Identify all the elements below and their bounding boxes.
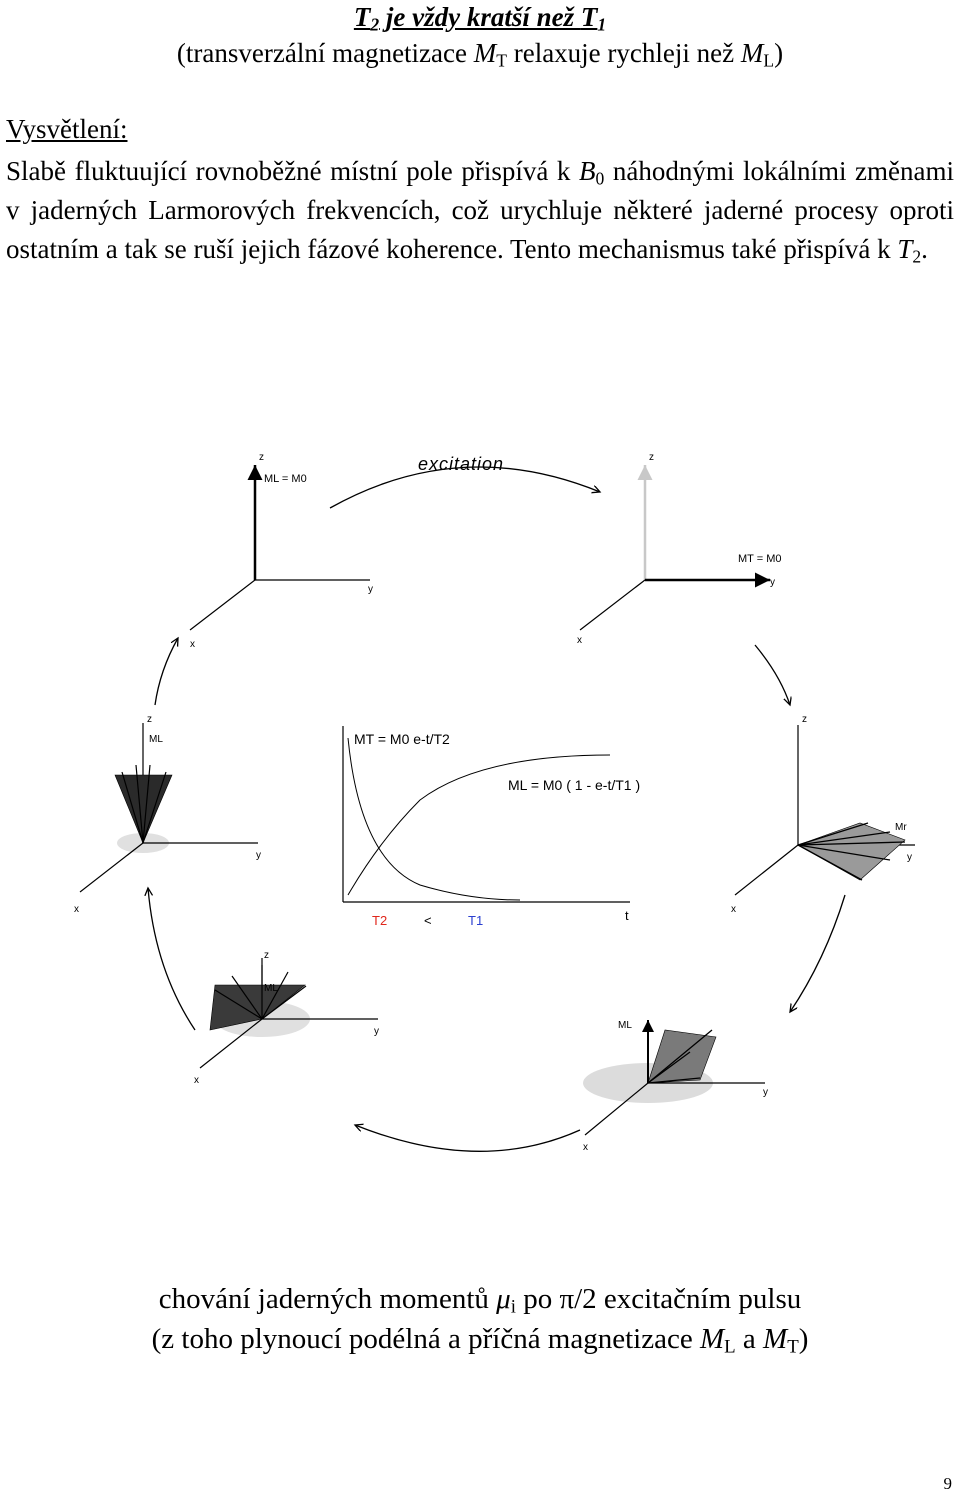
ml-formula: ML = M0 ( 1 - e-t/T1 ) [508, 777, 641, 793]
axis-x-label: x [731, 904, 736, 915]
axis-x-label: x [194, 1075, 199, 1086]
frame-equilibrium [190, 452, 373, 650]
caption-line-1: chování jaderných momentů $\mu_i$ po π/2 excitačním pulsu [158, 1283, 802, 1318]
cycle-arrows [148, 467, 845, 1151]
frame-recovery-early [583, 1020, 768, 1153]
frame-dephasing [731, 714, 915, 915]
page-title: $T_2$ je vždy kratší než $T_1$ [353, 2, 607, 35]
frame-excited [577, 452, 782, 646]
mr-label: Mr [895, 822, 907, 833]
axis-y-label: y [770, 577, 775, 588]
axis-y-label: y [256, 850, 261, 861]
caption-line-2: (z toho plynoucí podélná a příčná magnetizace $M_L$ a $M_T$) [151, 1323, 809, 1358]
axis-z-label: z [264, 950, 269, 961]
axis-z-label: z [259, 452, 264, 463]
axis-y-label: y [763, 1087, 768, 1098]
axis-y-label: y [374, 1026, 379, 1037]
t1-label: T1 [468, 913, 484, 928]
frame-near-equilibrium [74, 714, 261, 915]
axis-z-label: z [649, 452, 654, 463]
axis-z-label: z [802, 714, 807, 725]
excitation-label: excitation [418, 454, 505, 474]
arrow-down-right [790, 895, 845, 1012]
relaxation-curves-graph [343, 726, 640, 928]
t2-label: T2 [372, 913, 388, 928]
arrow-bottom [355, 1125, 580, 1151]
figure-caption [0, 1279, 960, 1359]
frame-recovery-late [194, 950, 379, 1086]
axis-z-label: z [147, 714, 152, 725]
axis-x-label: x [577, 635, 582, 646]
ml-recovery-curve [348, 755, 610, 895]
ml-label: ML [264, 983, 278, 994]
axis-y-label: y [368, 584, 373, 595]
ml-label: ML [149, 734, 163, 745]
relaxation-cycle-figure [0, 440, 960, 1170]
less-than-sign: < [424, 913, 432, 928]
arrow-right-down [755, 645, 790, 705]
axis-x-label: x [190, 639, 195, 650]
explanation-heading: Vysvětlení: [6, 114, 128, 144]
mt-decay-curve [348, 738, 520, 900]
page-number: 9 [943, 1474, 952, 1493]
page-subtitle: (transverzální magnetizace $M_T$ relaxuje rychleji než $M_L$) [176, 38, 784, 71]
mt-formula: MT = M0 e-t/T2 [354, 731, 450, 747]
ml-label: ML [618, 1020, 632, 1031]
mt-eq-m0-label: MT = M0 [738, 553, 782, 565]
axis-y-label: y [907, 852, 912, 863]
arrow-left-up [148, 888, 195, 1030]
arrow-up-left [155, 638, 178, 705]
axis-x-label: x [74, 904, 79, 915]
explanation-paragraph: Slabě fluktuující rovnoběžné místní pole přispívá k $B_0$ náhodnými lokálními změnami v jaderných Larmorových frekvencích, což urychluje některé jaderné procesy oproti ostatním a tak se ruší jejich fázové koherence. Tento mechanismus také přispívá k $T_2$. [6, 156, 954, 267]
axis-x-label: x [583, 1142, 588, 1153]
t-axis-label: t [625, 908, 629, 923]
ml-eq-m0-label: ML = M0 [264, 473, 307, 485]
